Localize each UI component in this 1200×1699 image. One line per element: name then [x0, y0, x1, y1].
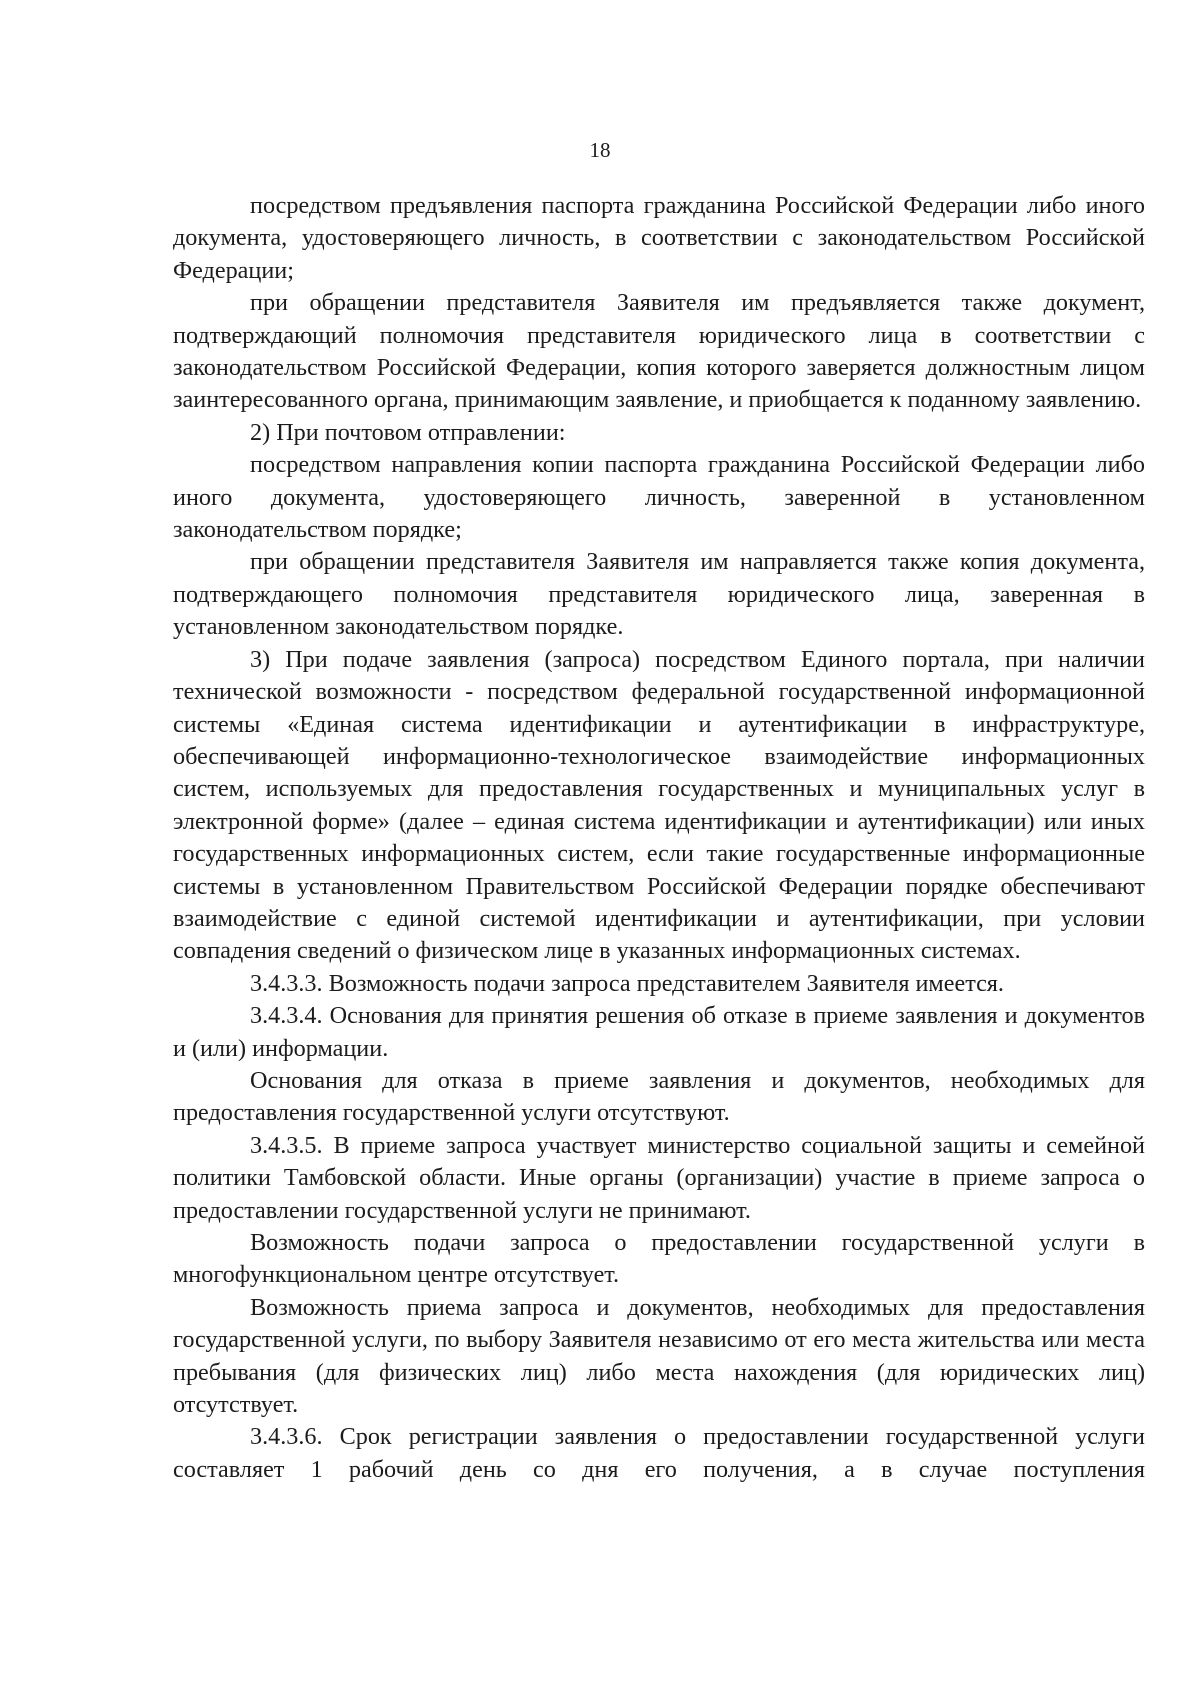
paragraph: 3.4.3.6. Срок регистрации заявления о предоставлении государственной услуги составляет 1 рабочий день со дня его получения, а в случае поступления: [173, 1423, 1145, 1483]
paragraph: 3.4.3.5. В приеме запроса участвует министерство социальной защиты и семейной политики Тамбовской области. Иные органы (организации) участие в приеме запроса о предоставлении государственной услуги не принимают.: [173, 1131, 1145, 1224]
document-body: [173, 190, 1145, 1486]
paragraph: при обращении представителя Заявителя им направляется также копия документа, подтверждающего полномочия представителя юридического лица, заверенная в установленном законодательством порядке.: [173, 548, 1145, 641]
paragraph: Возможность подачи запроса о предоставлении государственной услуги в многофункциональном центре отсутствует.: [173, 1229, 1145, 1289]
paragraph: посредством направления копии паспорта гражданина Российской Федерации либо иного документа, удостоверяющего личность, заверенной в установленном законодательством порядке;: [173, 451, 1145, 544]
paragraph: Возможность приема запроса и документов, необходимых для предоставления государственной услуги, по выбору Заявителя независимо от его места жительства или места пребывания (для физических лиц) либо места нахождения (для юридических лиц) отсутствует.: [173, 1293, 1145, 1419]
paragraph: 2) При почтовом отправлении:: [250, 418, 566, 446]
paragraph: посредством предъявления паспорта гражданина Российской Федерации либо иного документа, удостоверяющего личность, в соответствии с законодательством Российской Федерации;: [173, 192, 1145, 284]
paragraph: Основания для отказа в приеме заявления и документов, необходимых для предоставления государственной услуги отсутствуют.: [173, 1066, 1145, 1127]
page-number: 18: [589, 138, 611, 162]
paragraph: 3.4.3.3. Возможность подачи запроса представителем Заявителя имеется.: [250, 969, 1004, 997]
paragraph: 3.4.3.4. Основания для принятия решения об отказе в приеме заявления и документов и (или) информации.: [173, 1002, 1145, 1062]
paragraph: при обращении представителя Заявителя им предъявляется также документ, подтверждающий полномочия представителя юридического лица в соответствии с законодательством Российской Федерации, копия которого заверяется должностным лицом заинтересованного органа, принимающим заявление, и приобщается к поданному заявлению.: [173, 289, 1145, 414]
paragraph: 3) При подаче заявления (запроса) посредством Единого портала, при наличии технической возможности - посредством федеральной государственной информационной системы «Единая система идентификации и аутентификации в инфраструктуре, обеспечивающей информационно-технологическое взаимодействие информационных систем, используемых для предоставления государственных и муниципальных услуг в электронной форме» (далее – единая система идентификации и аутентификации) или иных государственных информационных систем, если такие государственные информационные системы в установленном Правительством Российской Федерации порядке обеспечивают взаимодействие с единой системой идентификации и аутентификации, при условии совпадения сведений о физическом лице в указанных информационных системах.: [173, 645, 1145, 965]
